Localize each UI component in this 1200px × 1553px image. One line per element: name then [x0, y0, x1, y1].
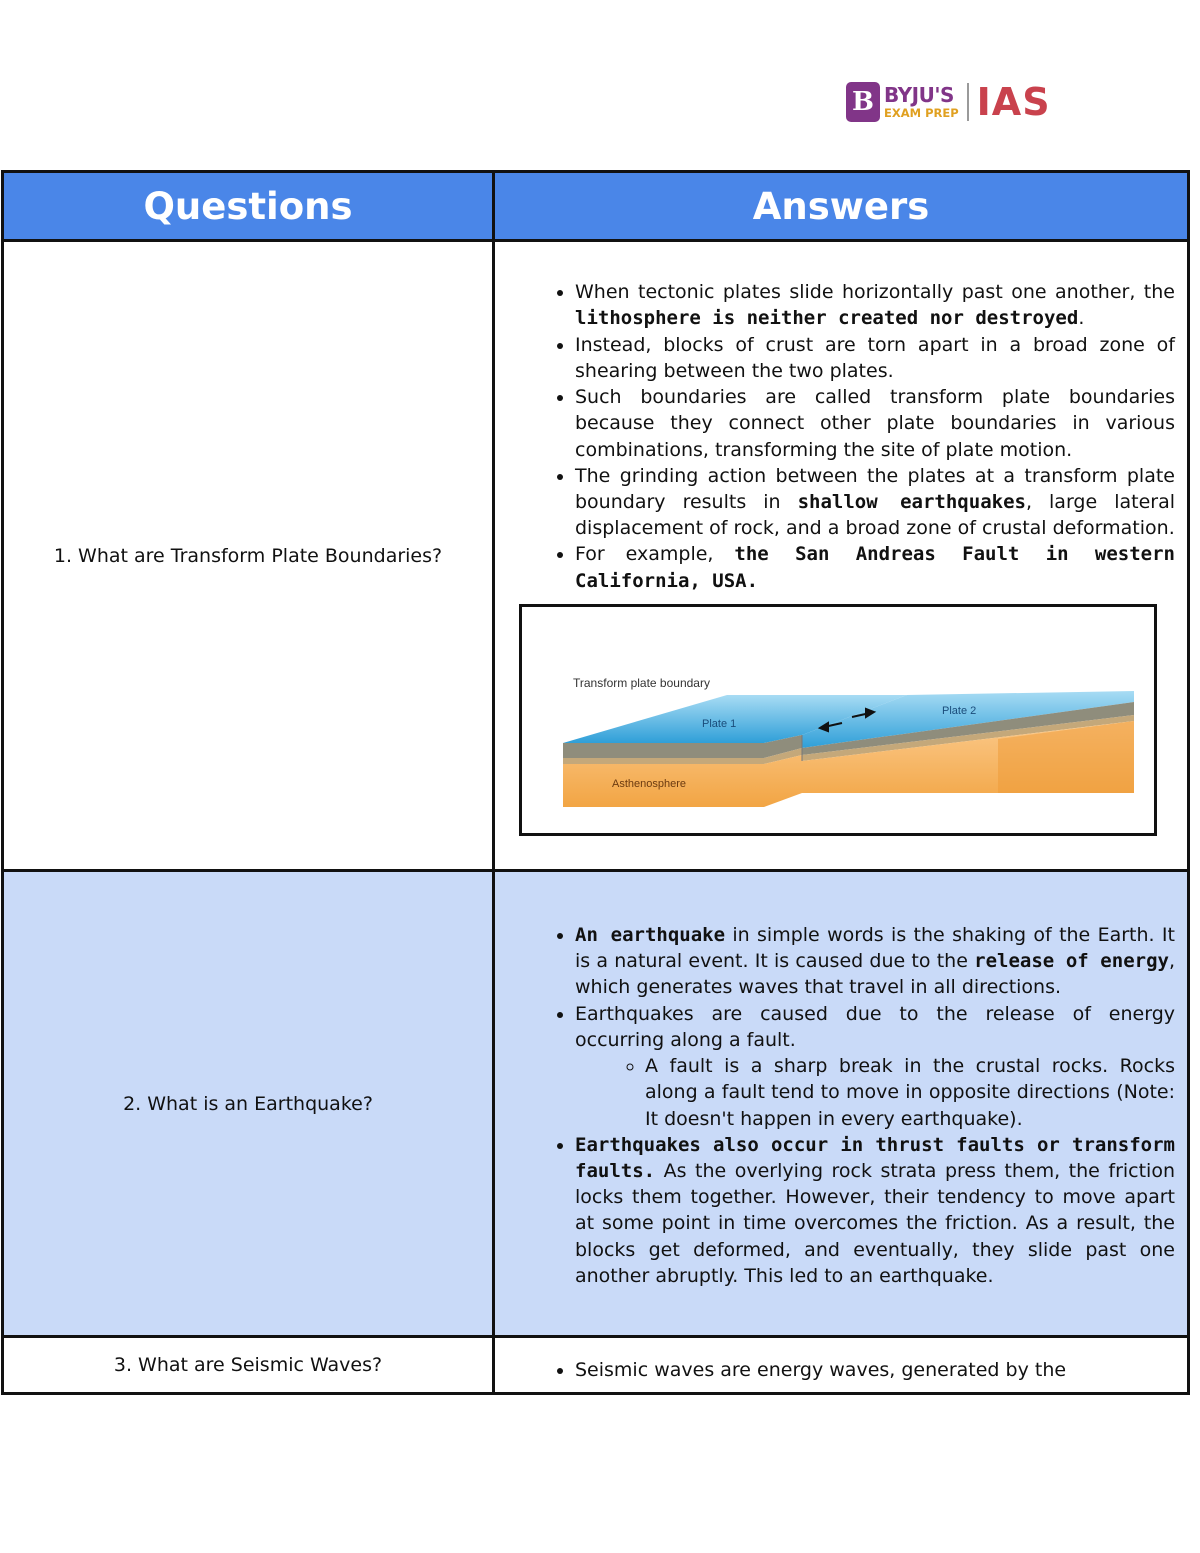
answer-list — [529, 1357, 1175, 1383]
logo-wordmark — [884, 82, 959, 120]
qa-table — [1, 170, 1190, 1395]
plate-2-label: Plate 2 — [942, 704, 977, 717]
list-item: • The grinding action between the plates at a transform plate boundary results in shallow earthquakes, large lateral displacement of rock, and a broad zone of crustal deformation. — [575, 463, 1175, 542]
header-questions: Questions — [3, 172, 494, 241]
byjus-ias-logo — [846, 80, 1051, 124]
table-row — [3, 241, 1189, 871]
logo-brand: BYJU'S — [884, 82, 954, 107]
table-header-row — [3, 172, 1189, 241]
transform-boundary-figure — [519, 604, 1157, 836]
transform-boundary-diagram — [522, 607, 1154, 833]
answer-cell — [494, 1337, 1189, 1394]
question-cell: 1. What are Transform Plate Boundaries? — [3, 241, 494, 871]
question-cell: 2. What is an Earthquake? — [3, 871, 494, 1337]
list-item: • For example, the San Andreas Fault in western California, USA. — [575, 541, 1175, 593]
answer-list — [529, 922, 1175, 1289]
table-row — [3, 1337, 1189, 1394]
table-row — [3, 871, 1189, 1337]
list-item: • Earthquakes are caused due to the release of energy occurring along a fault. ◦ A fault is a sharp break in the crustal rocks. Rocks along a fault tend to move in opposite directions (Note: It doesn't happen in every earthquake). — [575, 1001, 1175, 1132]
list-item: • Such boundaries are called transform plate boundaries because they connect other plate boundaries in various combinations, transforming the site of plate motion. — [575, 384, 1175, 463]
header-answers: Answers — [494, 172, 1189, 241]
logo-ias: IAS — [976, 80, 1051, 124]
plate-1-label: Plate 1 — [702, 717, 737, 730]
figure-title: Transform plate boundary — [573, 675, 710, 690]
list-item: • Earthquakes also occur in thrust faults or transform faults. As the overlying rock strata press them, the friction locks them together. However, their tendency to move apart at some point in time overcomes the friction. As a result, the blocks get deformed, and eventually, they slide past one another abruptly. This led to an earthquake. — [575, 1132, 1175, 1289]
byjus-logo-badge-icon: B — [846, 82, 880, 122]
logo-sub: EXAM PREP — [884, 105, 959, 120]
answer-cell — [494, 871, 1189, 1337]
list-item: • An earthquake in simple words is the shaking of the Earth. It is a natural event. It is caused due to the release of energy, which generates waves that travel in all directions. — [575, 922, 1175, 1001]
sub-list — [575, 1053, 1175, 1132]
answer-list — [529, 279, 1175, 593]
sub-list-item: ◦ A fault is a sharp break in the crustal rocks. Rocks along a fault tend to move in opposite directions (Note: It doesn't happen in every earthquake). — [645, 1053, 1175, 1132]
list-item: • When tectonic plates slide horizontally past one another, the lithosphere is neither created nor destroyed. — [575, 279, 1175, 331]
list-item: • Seismic waves are energy waves, generated by the — [575, 1357, 1175, 1383]
asthenosphere-label: Asthenosphere — [612, 777, 686, 790]
logo-divider — [967, 83, 969, 121]
list-item: • Instead, blocks of crust are torn apart in a broad zone of shearing between the two plates. — [575, 332, 1175, 384]
question-cell: 3. What are Seismic Waves? — [3, 1337, 494, 1394]
answer-cell — [494, 241, 1189, 871]
